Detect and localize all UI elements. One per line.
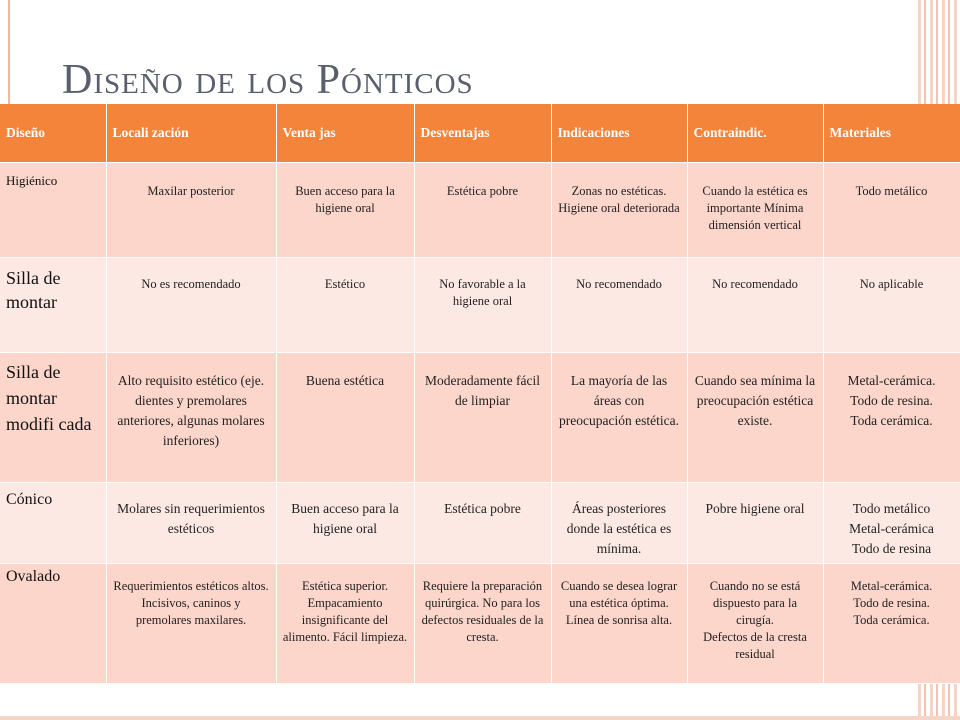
localizacion-cell: Maxilar posterior	[106, 163, 276, 258]
materiales-cell: Todo metálico Metal-cerámica Todo de resina	[823, 483, 960, 564]
ventajas-cell: Estética superior. Empacamiento insignificante del alimento. Fácil limpieza.	[276, 564, 414, 684]
table-row-higienico	[0, 163, 960, 258]
localizacion-cell: Molares sin requerimientos estéticos	[106, 483, 276, 564]
localizacion-cell: Requerimientos estéticos altos. Incisivos, caninos y premolares maxilares.	[106, 564, 276, 684]
table-row-silla-de-montar-modificada	[0, 353, 960, 483]
design-cell: Cónico	[0, 483, 106, 564]
contraindicaciones-cell: No recomendado	[687, 258, 823, 353]
design-cell: Higiénico	[0, 163, 106, 258]
table-row-silla-de-montar	[0, 258, 960, 353]
contraindicaciones-cell: Pobre higiene oral	[687, 483, 823, 564]
materiales-cell: No aplicable	[823, 258, 960, 353]
design-cell: Ovalado	[0, 564, 106, 684]
contraindicaciones-cell: Cuando sea mínima la preocupación estética existe.	[687, 353, 823, 483]
column-header-indicaciones: Indicaciones	[551, 104, 687, 163]
decorative-left-line	[8, 0, 10, 110]
indicaciones-cell: Cuando se desea lograr una estética óptima. Línea de sonrisa alta.	[551, 564, 687, 684]
decorative-bottom-band	[0, 716, 960, 720]
column-header-localizacion: Locali zación	[106, 104, 276, 163]
column-header-diseno: Diseño	[0, 104, 106, 163]
desventajas-cell: No favorable a la higiene oral	[414, 258, 551, 353]
table-row-ovalado	[0, 564, 960, 684]
column-header-contraindic: Contraindic.	[687, 104, 823, 163]
column-header-materiales: Materiales	[823, 104, 960, 163]
desventajas-cell: Requiere la preparación quirúrgica. No para los defectos residuales de la cresta.	[414, 564, 551, 684]
indicaciones-cell: Zonas no estéticas. Higiene oral deteriorada	[551, 163, 687, 258]
desventajas-cell: Estética pobre	[414, 163, 551, 258]
localizacion-cell: Alto requisito estético (eje. dientes y premolares anteriores, algunas molares inferiores)	[106, 353, 276, 483]
ponticos-table	[0, 104, 960, 684]
ventajas-cell: Buena estética	[276, 353, 414, 483]
page-title: Diseño de los Pónticos	[62, 57, 474, 103]
desventajas-cell: Estética pobre	[414, 483, 551, 564]
localizacion-cell: No es recomendado	[106, 258, 276, 353]
materiales-cell: Todo metálico	[823, 163, 960, 258]
indicaciones-cell: No recomendado	[551, 258, 687, 353]
table-row-conico	[0, 483, 960, 564]
contraindicaciones-cell: Cuando no se está dispuesto para la cirugía. Defectos de la cresta residual	[687, 564, 823, 684]
ventajas-cell: Estético	[276, 258, 414, 353]
ventajas-cell: Buen acceso para la higiene oral	[276, 163, 414, 258]
indicaciones-cell: Áreas posteriores donde la estética es mínima.	[551, 483, 687, 564]
ventajas-cell: Buen acceso para la higiene oral	[276, 483, 414, 564]
indicaciones-cell: La mayoría de las áreas con preocupación estética.	[551, 353, 687, 483]
materiales-cell: Metal-cerámica. Todo de resina. Toda cerámica.	[823, 564, 960, 684]
materiales-cell: Metal-cerámica. Todo de resina. Toda cerámica.	[823, 353, 960, 483]
column-header-desventajas: Desventajas	[414, 104, 551, 163]
design-cell: Silla de montar	[0, 258, 106, 353]
design-cell: Silla de montar modifi cada	[0, 353, 106, 483]
column-header-ventajas: Venta jas	[276, 104, 414, 163]
desventajas-cell: Moderadamente fácil de limpiar	[414, 353, 551, 483]
header-row	[0, 104, 960, 163]
contraindicaciones-cell: Cuando la estética es importante Mínima dimensión vertical	[687, 163, 823, 258]
